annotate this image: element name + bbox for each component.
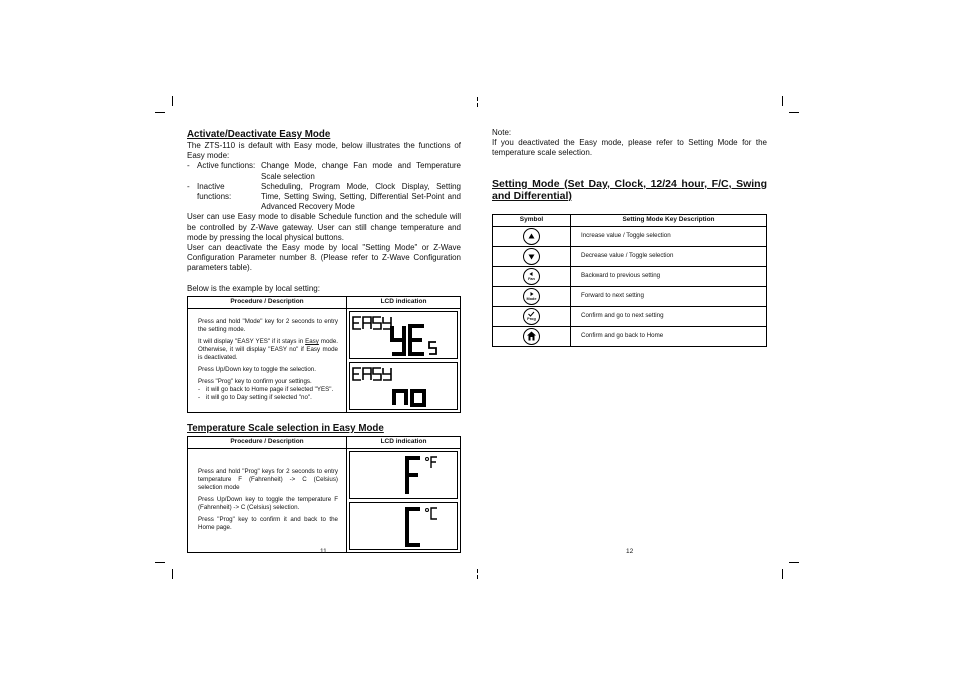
lcd-fahrenheit xyxy=(349,451,458,499)
table-row: Fan Backward to previous setting xyxy=(493,266,767,286)
function-list xyxy=(187,161,461,212)
table-header-procedure: Procedure / Description xyxy=(188,436,347,448)
left-page xyxy=(187,128,461,553)
crop-mark xyxy=(155,112,165,113)
procedure-cell: Press and hold "Prog" keys for 2 seconds to entry temperature F (Fahrenheit) -> C (Celsius) selection mode Press Up/Down key to toggle the temperature F (Fahrenheit) -> C (Celsius) selection. Press "Prog" key to confirm it and back to the Home page. xyxy=(188,448,347,552)
paragraph-deactivate: User can deactivate the Easy mode by local "Setting Mode" or Z-Wave Configuration Parameter number 8. (Please refer to Z-Wave Configuration parameters table). xyxy=(187,243,461,273)
table-row: Decrease value / Toggle selection xyxy=(493,246,767,266)
crop-mark xyxy=(477,569,478,573)
lcd-easy-no xyxy=(349,362,458,410)
page-number-right: 12 xyxy=(626,548,634,555)
crop-mark xyxy=(155,562,165,563)
function-row-active: - Active functions: Change Mode, change Fan mode and Temperature Scale selection xyxy=(187,161,461,181)
heading-temp-scale: Temperature Scale selection in Easy Mode xyxy=(187,421,384,434)
heading-setting-mode: Setting Mode (Set Day, Clock, 12/24 hour, F/C, Swing and Differential) xyxy=(492,177,767,202)
intro-text: The ZTS-110 is default with Easy mode, below illustrates the functions of Easy mode: xyxy=(187,141,461,161)
home-button-icon xyxy=(523,328,540,345)
table-row: Mode Forward to next setting xyxy=(493,286,767,306)
crop-mark xyxy=(782,96,783,106)
example-label: Below is the example by local setting: xyxy=(187,283,320,293)
crop-mark xyxy=(477,575,478,579)
crop-mark xyxy=(477,97,478,101)
note-text: If you deactivated the Easy mode, please refer to Setting Mode for the temperature scale selection. xyxy=(492,138,767,158)
crop-mark xyxy=(782,569,783,579)
right-page xyxy=(492,128,767,347)
lcd-easy-yes xyxy=(349,311,458,359)
mode-button-icon: Mode xyxy=(523,288,540,305)
table-header-lcd: LCD indication xyxy=(347,296,461,308)
lcd-cell xyxy=(347,448,461,552)
note-title: Note: xyxy=(492,128,512,137)
function-row-inactive: - Inactive functions: Scheduling, Program Mode, Clock Display, Setting Time, Setting Swing, Setting, Differential Set-Point and Advanced Recovery Mode xyxy=(187,181,461,212)
down-arrow-button-icon xyxy=(523,248,540,265)
heading-easy-mode: Activate/Deactivate Easy Mode xyxy=(187,128,331,140)
crop-mark xyxy=(172,96,173,106)
crop-mark xyxy=(477,103,478,107)
paragraph-easy-usage: User can use Easy mode to disable Schedule function and the schedule will be controlled by Z-Wave gateway. User can still change temperature and mode by pressing the local physical buttons. xyxy=(187,212,461,242)
table-row: Increase value / Toggle selection xyxy=(493,226,767,246)
prog-button-icon: Prog xyxy=(523,308,540,325)
setting-mode-table xyxy=(492,214,767,347)
lcd-cell xyxy=(347,308,461,412)
table-row: Confirm and go back to Home xyxy=(493,326,767,346)
crop-mark xyxy=(789,112,799,113)
table-header-lcd: LCD indication xyxy=(347,436,461,448)
table-row: Prog Confirm and go to next setting xyxy=(493,306,767,326)
procedure-cell: Press and hold "Mode" key for 2 seconds to entry the setting mode. It will display "EASY YES" if it stays in Easy mode. Otherwise, it will display "EASY no" if Easy mode is deactivated. Press Up/Down key to toggle the selection. Press "Prog" key to confirm your settings. - it will go back to Home page if selected "YES". - it will go to Day setting if selected "no". xyxy=(188,308,347,412)
fan-button-icon: Fan xyxy=(523,268,540,285)
easy-mode-table xyxy=(187,296,461,413)
lcd-celsius xyxy=(349,502,458,550)
up-arrow-button-icon xyxy=(523,228,540,245)
crop-mark xyxy=(172,569,173,579)
crop-mark xyxy=(789,562,799,563)
temp-scale-table xyxy=(187,436,461,553)
table-header-symbol: Symbol xyxy=(493,214,571,226)
table-header-description: Setting Mode Key Description xyxy=(571,214,767,226)
page-number-left: 11 xyxy=(320,548,327,555)
table-header-procedure: Procedure / Description xyxy=(188,296,347,308)
